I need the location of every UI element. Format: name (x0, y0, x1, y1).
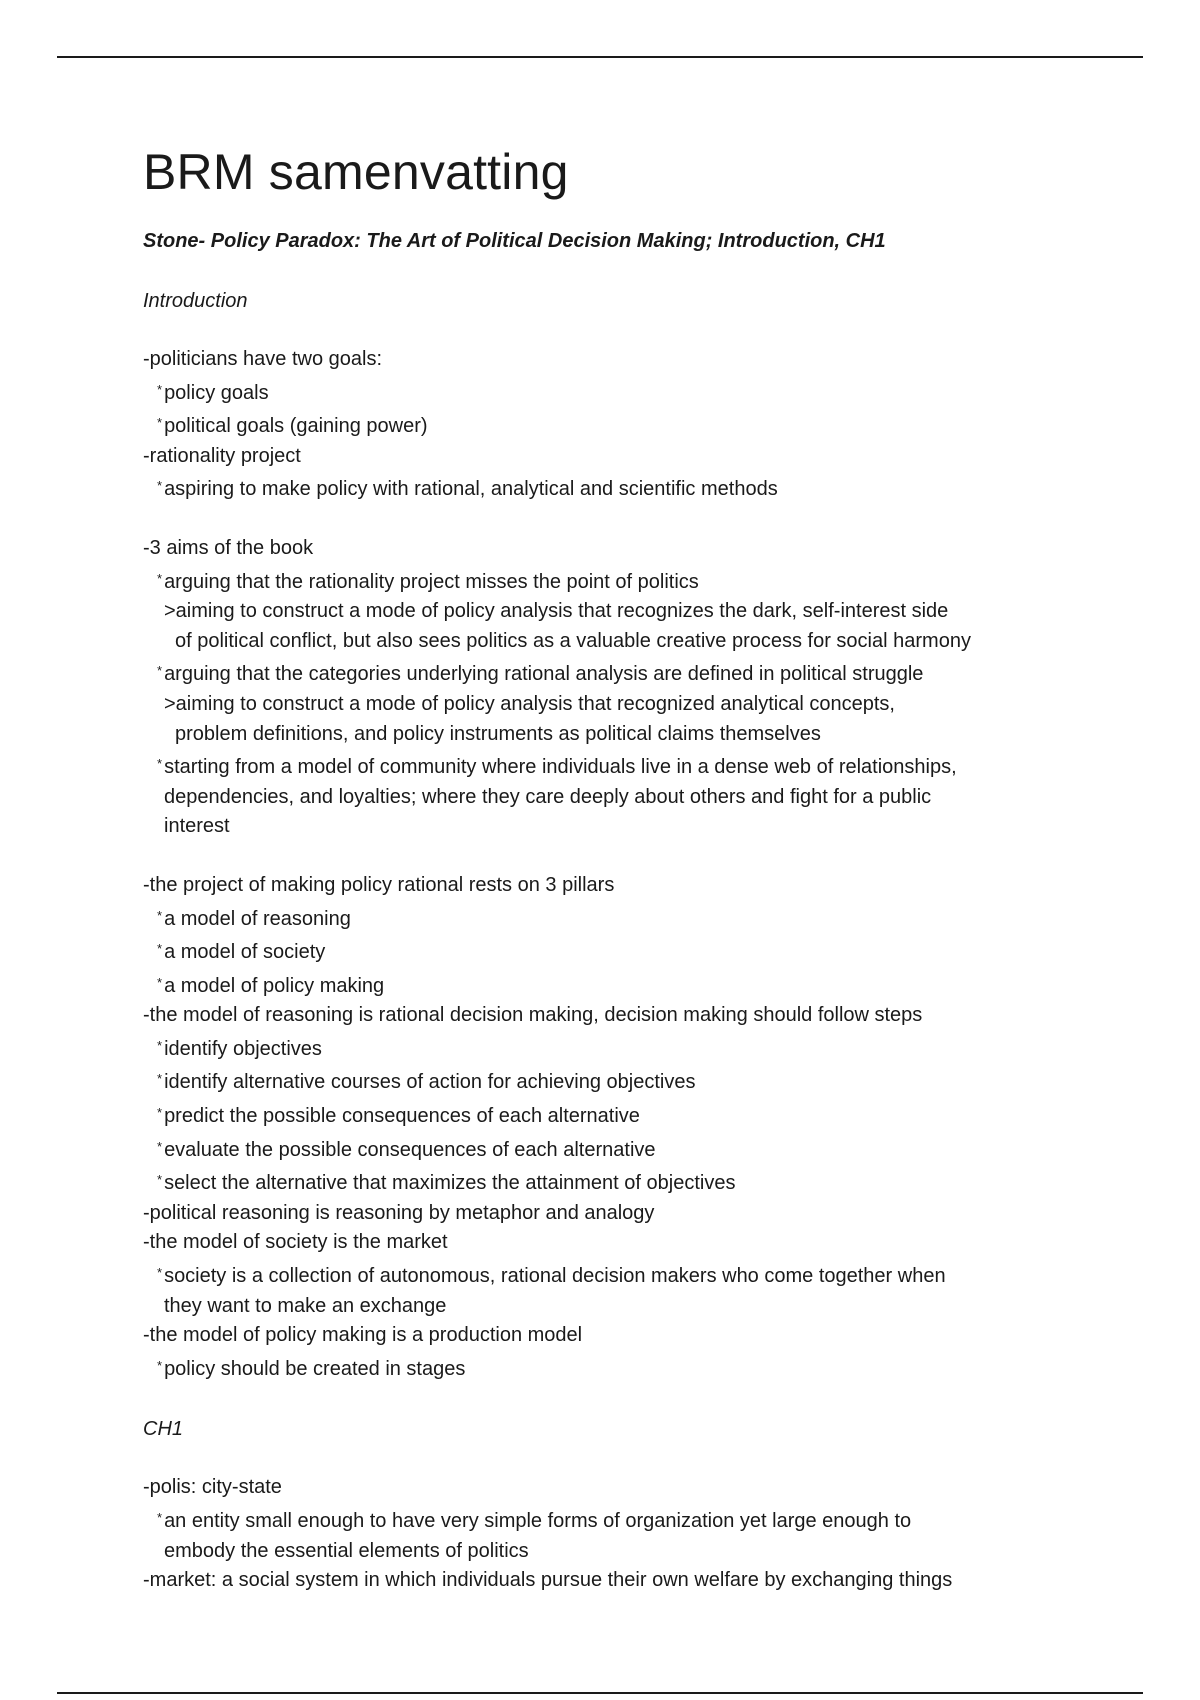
line-text: a model of reasoning (164, 907, 351, 930)
bullet-line (143, 656, 1103, 690)
text-block (143, 345, 1103, 505)
text-block (143, 534, 1103, 842)
text-line (143, 812, 1103, 842)
bullet-line (143, 901, 1103, 935)
text-line (143, 627, 1103, 657)
bullet-marker: * (157, 1172, 163, 1188)
line-text: starting from a model of community where individuals live in a dense web of relationships, (164, 756, 957, 779)
text-line (143, 1537, 1103, 1567)
bullet-marker: * (157, 1265, 163, 1281)
line-text: -political reasoning is reasoning by metaphor and analogy (143, 1201, 655, 1224)
line-text: -rationality project (143, 444, 301, 467)
line-text: -the model of reasoning is rational decision making, decision making should follow steps (143, 1004, 923, 1027)
line-text: identify objectives (164, 1037, 322, 1060)
bullet-line (143, 1258, 1103, 1292)
line-text: >aiming to construct a mode of policy analysis that recognized analytical concepts, (164, 692, 895, 715)
line-text: interest (164, 815, 230, 838)
text-line (143, 534, 1103, 564)
top-rule (57, 56, 1143, 58)
line-text: predict the possible consequences of each alternative (164, 1105, 640, 1128)
bullet-line (143, 564, 1103, 598)
text-line (143, 690, 1103, 720)
bullet-line (143, 1165, 1103, 1199)
bullet-marker: * (157, 570, 163, 586)
text-line (143, 442, 1103, 472)
text-line (143, 1292, 1103, 1322)
bullet-marker: * (157, 756, 163, 772)
bullet-line (143, 1503, 1103, 1537)
line-text: policy goals (164, 381, 269, 404)
text-line (143, 1228, 1103, 1258)
bullet-line (143, 1351, 1103, 1385)
line-text: >aiming to construct a mode of policy analysis that recognizes the dark, self-interest side (164, 600, 949, 623)
bullet-line (143, 375, 1103, 409)
line-text: arguing that the rationality project misses the point of politics (164, 570, 699, 593)
line-text: -the model of policy making is a production model (143, 1324, 583, 1347)
line-text: evaluate the possible consequences of each alternative (164, 1138, 656, 1161)
line-text: of political conflict, but also sees politics as a valuable creative process for social harmony (175, 629, 971, 652)
text-line (143, 871, 1103, 901)
line-text: society is a collection of autonomous, rational decision makers who come together when (164, 1265, 946, 1288)
bullet-line (143, 1031, 1103, 1065)
line-text: -the project of making policy rational rests on 3 pillars (143, 873, 615, 896)
text-block (143, 1473, 1103, 1595)
bottom-rule (57, 1692, 1143, 1694)
line-text: arguing that the categories underlying rational analysis are defined in political struggle (164, 663, 924, 686)
bullet-line (143, 1132, 1103, 1166)
bullet-line (143, 934, 1103, 968)
bullet-line (143, 1098, 1103, 1132)
line-text: -3 aims of the book (143, 536, 314, 559)
line-text: they want to make an exchange (164, 1294, 447, 1317)
bullet-marker: * (157, 663, 163, 679)
bullet-line (143, 408, 1103, 442)
line-text: select the alternative that maximizes the attainment of objectives (164, 1172, 736, 1195)
line-text: dependencies, and loyalties; where they care deeply about others and fight for a public (164, 785, 932, 808)
section-heading: CH1 (143, 1418, 184, 1441)
bullet-line (143, 749, 1103, 783)
bullet-marker: * (157, 415, 163, 431)
document-body (143, 140, 1103, 1596)
bullet-marker: * (157, 1071, 163, 1087)
line-text: an entity small enough to have very simple forms of organization yet large enough to (164, 1510, 912, 1532)
line-text: identify alternative courses of action for achieving objectives (164, 1071, 696, 1094)
line-text: a model of policy making (164, 974, 385, 997)
text-block (143, 871, 1103, 1385)
bullet-marker: * (157, 381, 163, 397)
line-text: embody the essential elements of politics (164, 1539, 529, 1562)
text-line (143, 1001, 1103, 1031)
bullet-marker: * (157, 907, 163, 923)
line-text: policy should be created in stages (164, 1357, 466, 1380)
text-line (143, 597, 1103, 627)
line-text: political goals (gaining power) (164, 415, 428, 438)
bullet-line (143, 968, 1103, 1002)
text-line (143, 1321, 1103, 1351)
document-sections (143, 286, 1103, 1596)
bullet-marker: * (157, 1510, 163, 1525)
line-text: problem definitions, and policy instruments as political claims themselves (175, 722, 821, 745)
bullet-marker: * (157, 478, 163, 494)
text-line (143, 783, 1103, 813)
text-line (143, 1199, 1103, 1229)
document-subtitle: Stone- Policy Paradox: The Art of Political Decision Making; Introduction, CH1 (143, 230, 886, 252)
line-text: aspiring to make policy with rational, analytical and scientific methods (164, 478, 778, 501)
text-line (143, 1566, 1103, 1596)
bullet-marker: * (157, 1138, 163, 1154)
text-line (143, 1473, 1103, 1503)
line-text: -market: a social system in which individuals pursue their own welfare by exchanging things (143, 1569, 953, 1592)
bullet-marker: * (157, 1357, 163, 1373)
bullet-line (143, 471, 1103, 505)
bullet-marker: * (157, 941, 163, 957)
text-line (143, 720, 1103, 750)
bullet-line (143, 1064, 1103, 1098)
text-line (143, 345, 1103, 375)
bullet-marker: * (157, 974, 163, 990)
line-text: -polis: city-state (143, 1476, 282, 1499)
bullet-marker: * (157, 1037, 163, 1053)
line-text: -politicians have two goals: (143, 348, 383, 370)
bullet-marker: * (157, 1105, 163, 1121)
document-title: BRM samenvatting (143, 144, 569, 200)
line-text: -the model of society is the market (143, 1231, 448, 1254)
section-heading: Introduction (143, 290, 248, 312)
line-text: a model of society (164, 941, 326, 964)
